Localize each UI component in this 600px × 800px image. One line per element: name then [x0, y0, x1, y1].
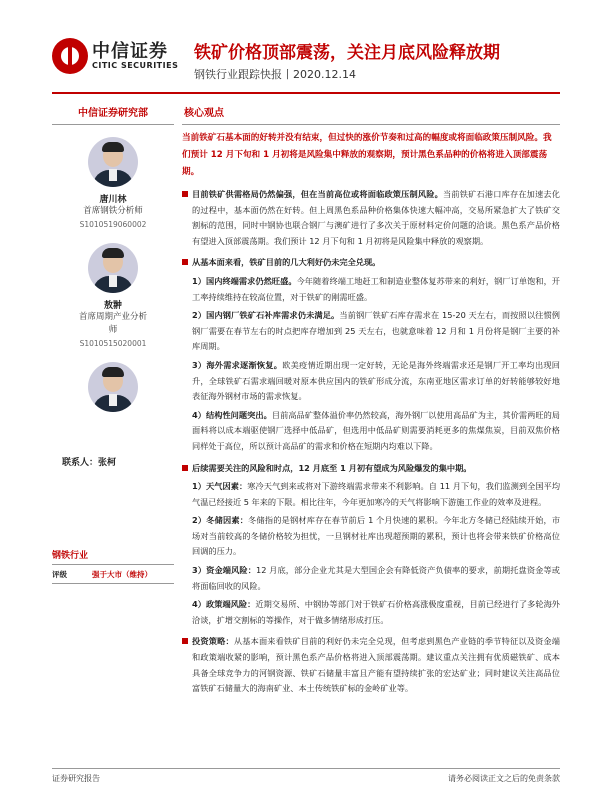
footer-label: 证券研究报告	[52, 774, 100, 783]
sub-paragraph	[192, 563, 560, 594]
sub-paragraph	[192, 274, 560, 305]
rating-row	[52, 565, 174, 584]
sub-paragraph	[192, 513, 560, 560]
contact-photo	[88, 362, 138, 412]
analyst-name: 唐川林	[99, 195, 127, 205]
sub-text: 寒冷天气到来或将对下游终端需求带来不利影响。自 11 月下旬，我们监测到全国平均气温已经接近 5 年来的下限。相比往年，今年更加寒冷的天气将影响下游施工作业的效率及进程。	[192, 481, 561, 507]
bullet-heading: 从基本面来看，铁矿目前的几大利好仍未完全兑现。	[192, 257, 381, 268]
summary-paragraph: 当前铁矿石基本面的好转并没有结束，但过快的涨价节奏和过高的幅度或将面临政策压制风险。我们预计 12 月下旬和 1 月初将是风险集中释放的观察期，预计黑色系品种的价格将进入顶部震荡期。	[182, 133, 552, 177]
rating-label: 评级	[52, 570, 67, 579]
main-content	[182, 98, 560, 697]
bullet-text: 当前铁矿石港口库存在加速去化的过程中，基本面仍然在好转。但上周黑色系品种价格集体快速大幅冲高，交易所紧急扩大了铁矿交割标的范围，同时中钢协也联合钢厂与澳矿进行了多次关于原材料定价问题的洽谈。黑色系产品价格有望进入顶部震荡期。我们预计 12 月下旬和 1 月初将是风险集中释放的观察期。	[192, 189, 560, 246]
analyst-card	[52, 243, 174, 348]
sub-paragraph	[192, 597, 560, 628]
sub-text: 当前钢厂铁矿石库存需求在 15-20 天左右，而按照以往惯例钢厂需要在春节左右的时点把库存增加到 25 天左右，也就意味着 12 月和 1 月份将是钢厂主要的补库周期。	[192, 310, 560, 352]
sub-heading: 2）冬储因素：	[192, 515, 249, 526]
brand-name-en: CITIC SECURITIES	[92, 61, 179, 70]
sub-heading: 1）国内终端需求仍然旺盛。	[192, 275, 297, 286]
header-divider	[52, 92, 560, 94]
sub-text: 12 月底，部分企业尤其是大型国企会有降低资产负债率的要求，前期托盘资金等或将面临回收的风险。	[192, 565, 560, 591]
contact-card	[52, 362, 174, 412]
core-views-heading: 核心观点	[182, 98, 560, 125]
industry-rating-box	[52, 548, 174, 584]
analyst-card	[52, 137, 174, 229]
analyst-code: S1010519060002	[79, 220, 147, 229]
analyst-sidebar	[52, 98, 174, 412]
contact-person: 联系人：张柯	[62, 458, 117, 468]
sub-heading: 4）政策端风险：	[192, 599, 256, 610]
report-title: 铁矿价格顶部震荡，关注月底风险释放期	[194, 43, 500, 63]
sub-paragraph	[192, 408, 560, 455]
bullet-item	[182, 634, 560, 696]
analyst-role: 首席周期产业分析师	[78, 312, 147, 335]
sub-heading: 3）资金端风险：	[192, 565, 257, 576]
report-header	[0, 0, 600, 92]
sub-text: 今年随着终端工地赶工和制造业整体复苏带来的利好，钢厂订单饱和，开工率持续维持在较高位置，对于铁矿的刚需旺盛。	[192, 275, 560, 302]
bullet-item	[182, 461, 560, 629]
bullet-heading: 投资策略：	[192, 636, 234, 647]
analyst-photo	[88, 137, 138, 187]
bullet-text: 从基本面来看铁矿目前的利好仍未完全兑现，但考虑到黑色产业链的季节特征以及资金端和政策端收紧的影响，预计黑色系产品价格将进入顶部震荡期。建议重点关注拥有优质磁铁矿、成本具备全球竞争力的河钢资源、铁矿石储量丰富且产能有望持续扩张的宏达矿业；同时建议关注高品位富铁矿石储量大的海南矿业、本土传统铁矿标的金岭矿业等。	[192, 636, 560, 694]
brand-name: 中信证券	[92, 41, 168, 62]
analyst-role: 首席钢铁分析师	[83, 206, 143, 216]
citic-logo-icon	[52, 38, 88, 74]
bullet-heading: 后续需要关注的风险和时点，12 月底至 1 月初有望成为风险爆发的集中期。	[192, 462, 472, 473]
bullet-item	[182, 255, 560, 454]
disclaimer-note: 请务必阅读正文之后的免责条款	[448, 774, 560, 783]
industry-heading: 钢铁行业	[52, 548, 174, 565]
bullet-heading: 目前铁矿供需格局仍然偏强，但在当前高位或将面临政策压制风险。	[192, 189, 444, 199]
sub-text: 冬储指的是钢材库存在春节前后 1 个月快速的累积。今年北方冬储已经陆续开始，市场对当前较高的冬储价格较为担忧，一旦钢材社库出现超预期的累积，预计也将会带来铁矿价格高位回调的压力。	[192, 515, 561, 557]
sub-heading: 3）海外需求逐渐恢复。	[192, 359, 283, 370]
sub-heading: 1）天气因素：	[192, 481, 248, 492]
analyst-name: 敖翀	[103, 301, 122, 311]
sub-heading: 4）结构性问题突出。	[192, 409, 272, 420]
sub-paragraph	[192, 358, 560, 405]
analyst-photo	[88, 243, 138, 293]
rating-value: 强于大市（维持）	[92, 570, 152, 579]
analyst-code: S1010515020001	[79, 339, 147, 348]
sub-heading: 2）国内钢厂铁矿石补库需求仍未满足。	[192, 310, 340, 321]
sub-text: 目前高品矿整体溢价率仍然较高，海外钢厂以使用高品矿为主，其价需两旺的局面料将以成本端驱使钢厂选择中低品矿，但选用中低品矿则需要消耗更多的焦煤焦炭，目前双焦价格同样处于高位，所以预计高品矿的需求和价格在短期内均难以下降。	[192, 409, 560, 451]
sub-paragraph	[192, 308, 560, 355]
sub-paragraph	[192, 479, 560, 510]
sub-text: 欧美疫情近期出现一定好转，无论是海外终端需求还是钢厂开工率均出现回升，全球铁矿石需求端回暖对原本供应国内的铁矿形成分流，东南亚地区需求订单的好转能够较好地表征海外钢材市场的需求恢复。	[192, 359, 560, 402]
sub-text: 近期交易所、中钢协等部门对于铁矿石价格高涨极度重视，目前已经进行了多轮海外洽谈，扩增交割标的等操作，对于做多情绪形成打压。	[192, 599, 560, 625]
bullet-item	[182, 187, 560, 249]
footer-divider	[52, 768, 560, 769]
report-subtitle: 钢铁行业跟踪快报丨2020.12.14	[194, 68, 356, 81]
research-dept-heading: 中信证券研究部	[52, 98, 174, 125]
